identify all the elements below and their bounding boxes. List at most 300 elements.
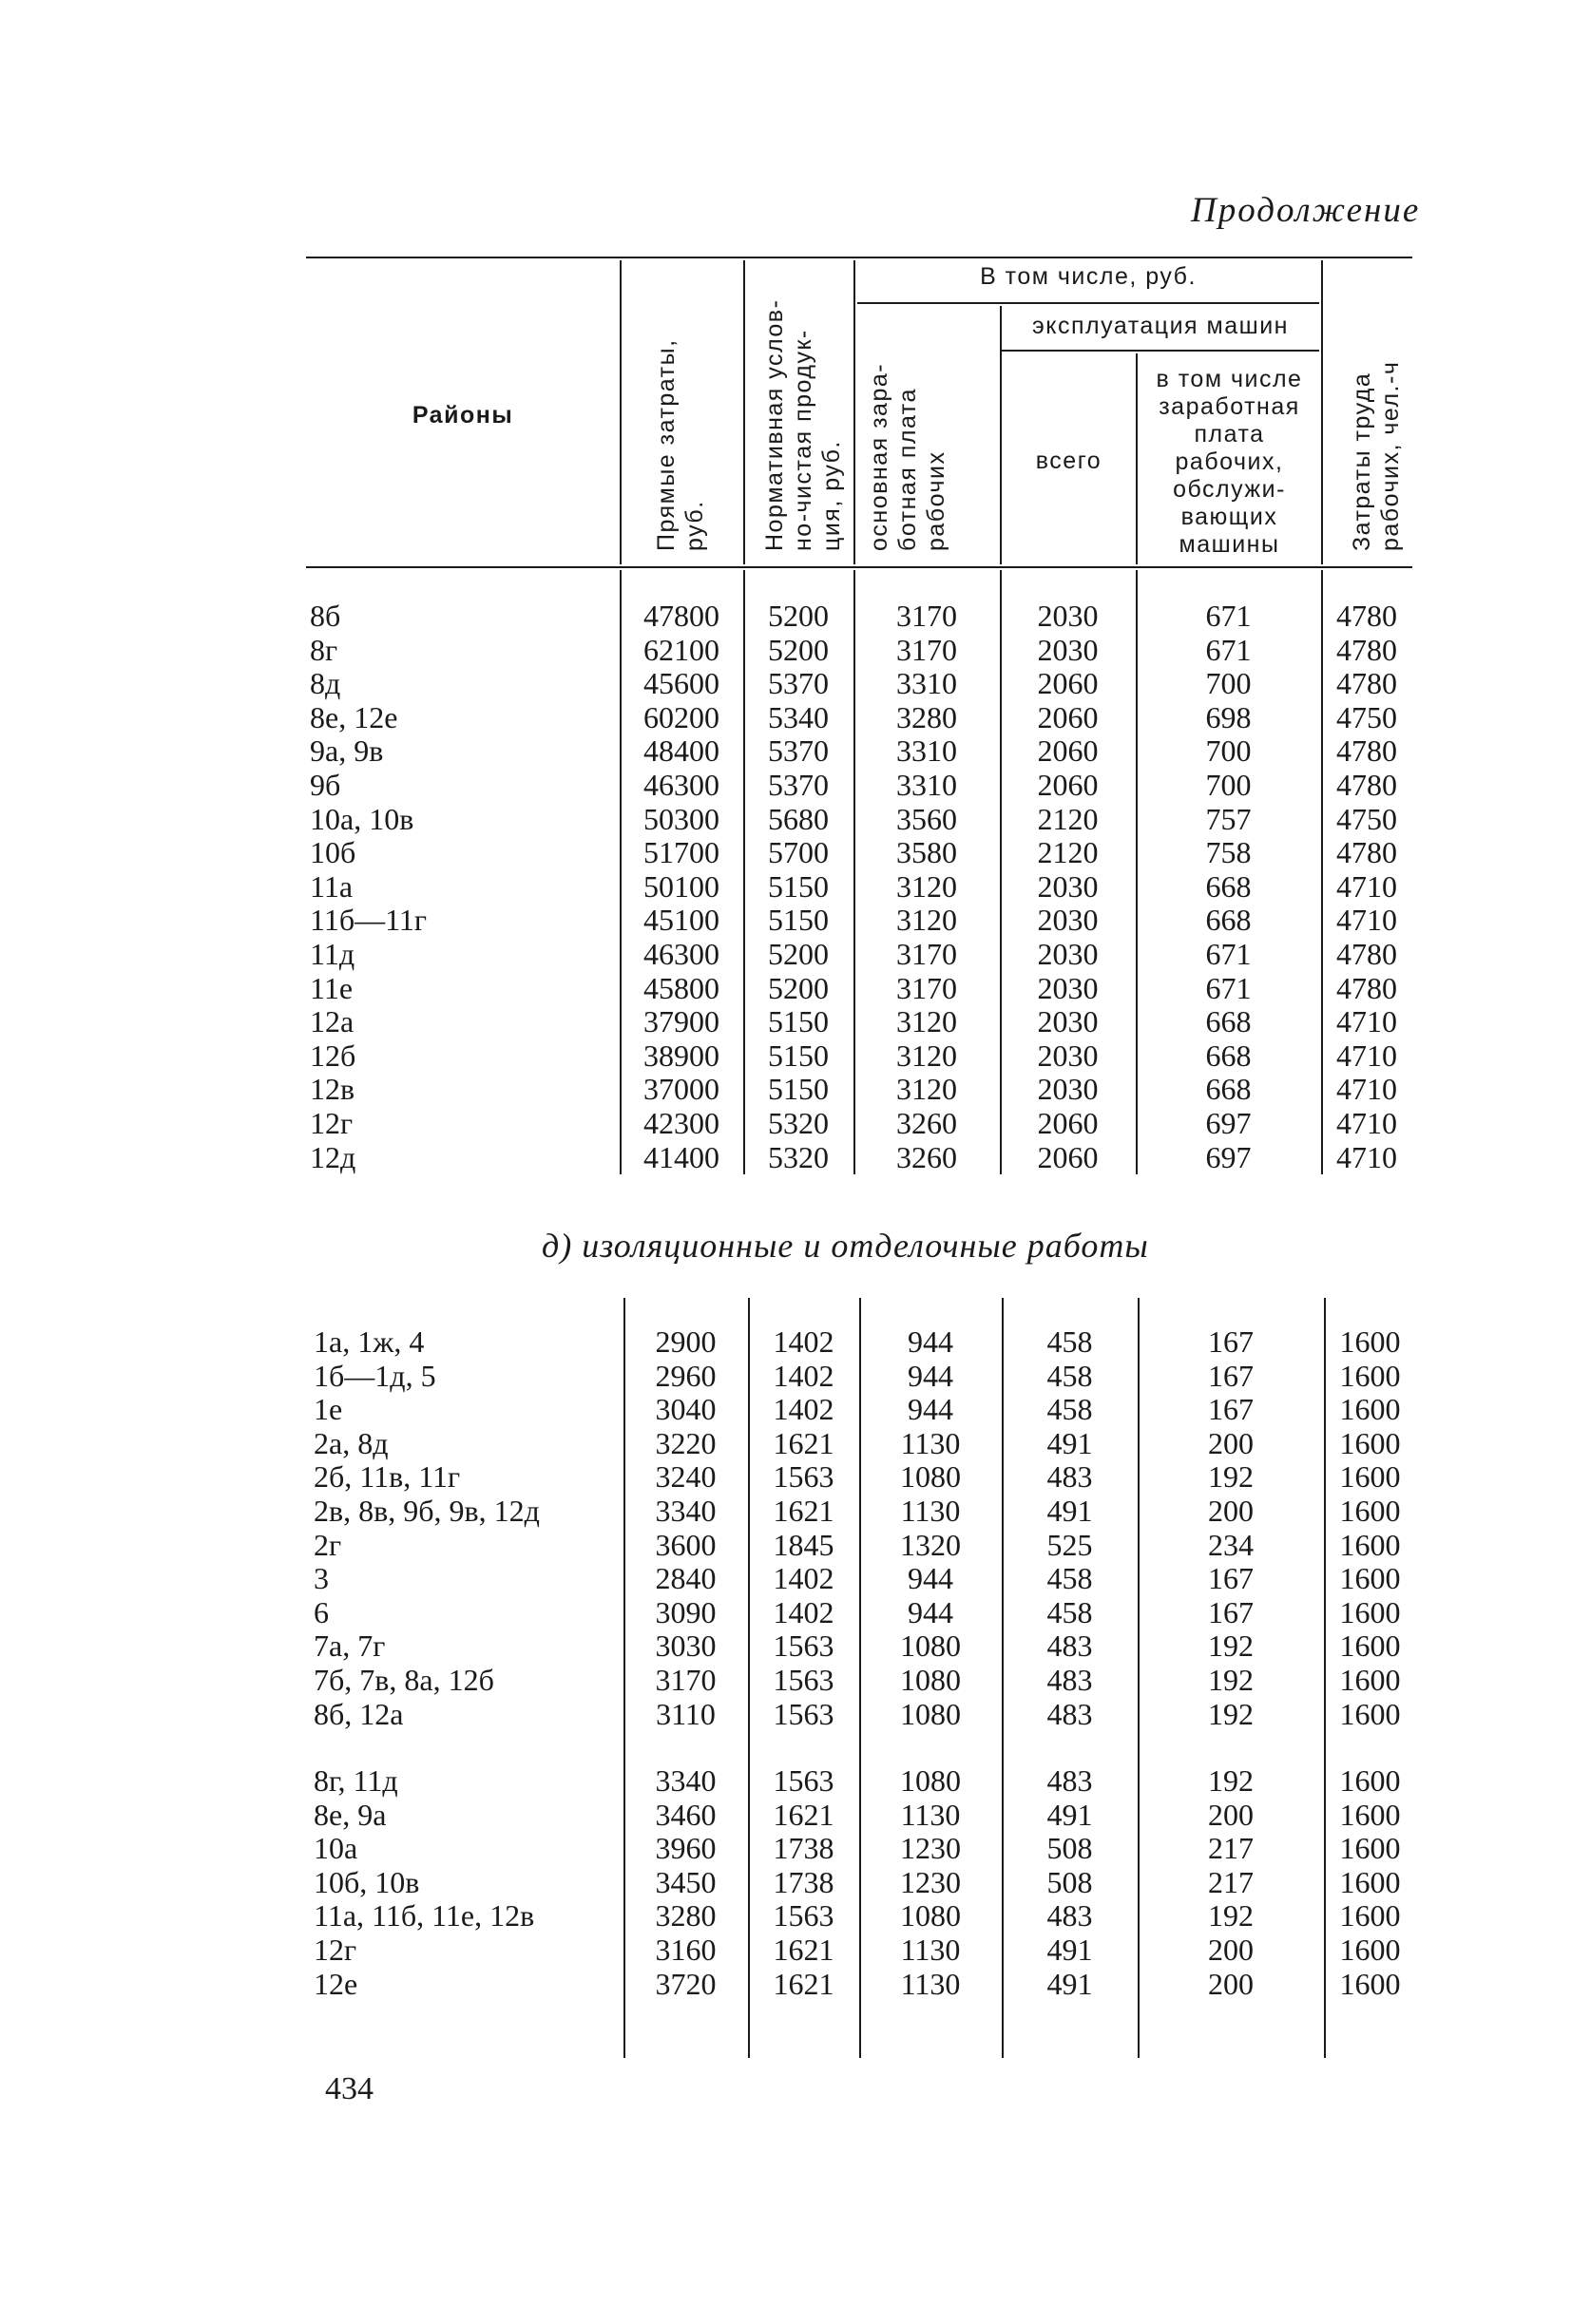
value-cell: 1600	[1339, 1358, 1401, 1393]
table-row	[310, 1107, 1412, 1141]
value-cell: 668	[1205, 1038, 1252, 1073]
region-cell: 12г	[310, 1105, 354, 1140]
value-cell: 2120	[1037, 801, 1099, 836]
value-cell: 697	[1205, 1139, 1252, 1174]
value-cell: 3260	[896, 1105, 957, 1140]
machine-operation-rule	[1000, 350, 1319, 352]
value-cell: 3260	[896, 1139, 957, 1174]
table-row	[314, 1899, 1416, 1933]
header-vline-4	[1000, 306, 1002, 564]
value-cell: 3580	[896, 835, 957, 870]
value-cell: 3040	[655, 1392, 717, 1427]
table-row	[310, 836, 1412, 870]
value-cell: 491	[1046, 1493, 1093, 1528]
header-machine-total: всего	[1035, 448, 1102, 474]
value-cell: 700	[1205, 733, 1252, 769]
table-row	[314, 1968, 1416, 2002]
value-cell: 46300	[643, 767, 719, 802]
value-cell: 200	[1208, 1493, 1254, 1528]
value-cell: 944	[908, 1594, 953, 1629]
region-cell: 1б—1д, 5	[314, 1358, 436, 1393]
value-cell: 944	[908, 1392, 953, 1427]
region-cell: 7б, 7в, 8а, 12б	[314, 1662, 494, 1697]
value-cell: 1402	[773, 1392, 834, 1427]
value-cell: 698	[1205, 699, 1252, 734]
page-number: 434	[325, 2071, 374, 2106]
table-row	[314, 1596, 1416, 1630]
value-cell: 48400	[643, 733, 719, 769]
value-cell: 42300	[643, 1105, 719, 1140]
header-vline-3	[853, 260, 855, 564]
table-row	[314, 1325, 1416, 1360]
value-cell: 4780	[1336, 936, 1397, 971]
value-cell: 1621	[773, 1493, 834, 1528]
header-vline-1	[620, 260, 622, 564]
value-cell: 3170	[896, 632, 957, 667]
table-row	[314, 1832, 1416, 1866]
value-cell: 3170	[896, 936, 957, 971]
value-cell: 3090	[655, 1594, 717, 1629]
value-cell: 508	[1046, 1831, 1093, 1866]
value-cell: 1621	[773, 1797, 834, 1832]
table-row	[310, 600, 1412, 634]
value-cell: 47800	[643, 599, 719, 633]
region-cell: 10а	[314, 1831, 358, 1866]
value-cell: 3120	[896, 903, 957, 938]
value-cell: 4750	[1336, 801, 1397, 836]
value-cell: 2030	[1037, 1004, 1099, 1039]
value-cell: 491	[1046, 1966, 1093, 2001]
value-cell: 1230	[900, 1831, 961, 1866]
value-cell: 51700	[643, 835, 719, 870]
value-cell: 200	[1208, 1425, 1254, 1460]
table-row	[310, 769, 1412, 803]
value-cell: 3170	[896, 970, 957, 1005]
value-cell: 1600	[1339, 1392, 1401, 1427]
value-cell: 2060	[1037, 699, 1099, 734]
value-cell: 1402	[773, 1561, 834, 1596]
value-cell: 483	[1046, 1696, 1093, 1731]
region-cell: 11д	[310, 936, 355, 971]
value-cell: 5200	[768, 970, 829, 1005]
value-cell: 1563	[773, 1459, 834, 1495]
value-cell: 1600	[1339, 1561, 1401, 1596]
region-cell: 8б	[310, 599, 341, 633]
value-cell: 668	[1205, 903, 1252, 938]
table-row	[314, 1933, 1416, 1968]
value-cell: 944	[908, 1561, 953, 1596]
value-cell: 1600	[1339, 1932, 1401, 1967]
table-row	[314, 1360, 1416, 1394]
value-cell: 4780	[1336, 970, 1397, 1005]
value-cell: 167	[1208, 1561, 1254, 1596]
value-cell: 668	[1205, 1072, 1252, 1107]
table-row	[314, 1460, 1416, 1495]
value-cell: 167	[1208, 1324, 1254, 1359]
value-cell: 200	[1208, 1966, 1254, 2001]
region-cell: 8е, 12е	[310, 699, 398, 734]
value-cell: 1130	[900, 1797, 961, 1832]
value-cell: 5150	[768, 1004, 829, 1039]
value-cell: 5200	[768, 936, 829, 971]
value-cell: 3170	[655, 1662, 717, 1697]
value-cell: 1563	[773, 1898, 834, 1933]
value-cell: 5320	[768, 1139, 829, 1174]
region-cell: 11е	[310, 970, 354, 1005]
value-cell: 1600	[1339, 1493, 1401, 1528]
value-cell: 192	[1208, 1898, 1254, 1933]
header-including: В том числе, руб.	[980, 263, 1197, 290]
region-cell: 11б—11г	[310, 903, 428, 938]
value-cell: 192	[1208, 1763, 1254, 1798]
value-cell: 200	[1208, 1932, 1254, 1967]
value-cell: 167	[1208, 1392, 1254, 1427]
value-cell: 5370	[768, 767, 829, 802]
value-cell: 2060	[1037, 767, 1099, 802]
value-cell: 2030	[1037, 970, 1099, 1005]
region-cell: 9а, 9в	[310, 733, 384, 769]
value-cell: 3160	[655, 1932, 717, 1967]
value-cell: 2030	[1037, 632, 1099, 667]
value-cell: 5200	[768, 632, 829, 667]
value-cell: 3280	[655, 1898, 717, 1933]
region-cell: 12г	[314, 1932, 357, 1967]
value-cell: 1563	[773, 1662, 834, 1697]
value-cell: 1130	[900, 1493, 961, 1528]
region-cell: 12б	[310, 1038, 356, 1073]
value-cell: 483	[1046, 1629, 1093, 1664]
value-cell: 5370	[768, 733, 829, 769]
value-cell: 3450	[655, 1864, 717, 1899]
continuation-label: Продолжение	[1191, 191, 1421, 230]
value-cell: 458	[1046, 1392, 1093, 1427]
value-cell: 4780	[1336, 666, 1397, 701]
value-cell: 3240	[655, 1459, 717, 1495]
value-cell: 491	[1046, 1425, 1093, 1460]
value-cell: 2120	[1037, 835, 1099, 870]
region-cell: 10а, 10в	[310, 801, 414, 836]
table-row	[310, 1005, 1412, 1039]
value-cell: 483	[1046, 1662, 1093, 1697]
value-cell: 192	[1208, 1459, 1254, 1495]
value-cell: 2030	[1037, 1038, 1099, 1073]
region-cell: 6	[314, 1594, 329, 1629]
value-cell: 1080	[900, 1696, 961, 1731]
table-row	[314, 1698, 1416, 1732]
value-cell: 1600	[1339, 1797, 1401, 1832]
value-cell: 4710	[1336, 903, 1397, 938]
value-cell: 1402	[773, 1358, 834, 1393]
value-cell: 1080	[900, 1662, 961, 1697]
value-cell: 3120	[896, 1038, 957, 1073]
table-row	[314, 1427, 1416, 1461]
data-table-lower-1	[314, 1325, 1416, 1731]
table-row	[310, 1141, 1412, 1175]
table-row	[310, 634, 1412, 668]
table-row	[314, 1495, 1416, 1529]
value-cell: 2060	[1037, 1139, 1099, 1174]
value-cell: 2030	[1037, 599, 1099, 633]
value-cell: 671	[1205, 970, 1252, 1005]
value-cell: 3120	[896, 1072, 957, 1107]
value-cell: 3310	[896, 767, 957, 802]
value-cell: 1738	[773, 1831, 834, 1866]
value-cell: 1845	[773, 1527, 834, 1562]
including-rule	[857, 302, 1319, 304]
value-cell: 1600	[1339, 1696, 1401, 1731]
value-cell: 217	[1208, 1831, 1254, 1866]
value-cell: 3120	[896, 1004, 957, 1039]
table-row	[310, 1073, 1412, 1107]
value-cell: 483	[1046, 1898, 1093, 1933]
value-cell: 4710	[1336, 868, 1397, 904]
value-cell: 1230	[900, 1864, 961, 1899]
value-cell: 4710	[1336, 1004, 1397, 1039]
region-cell: 2в, 8в, 9б, 9в, 12д	[314, 1493, 540, 1528]
header-direct-costs: Прямые затраты, руб.	[653, 338, 708, 551]
value-cell: 1600	[1339, 1459, 1401, 1495]
value-cell: 217	[1208, 1864, 1254, 1899]
value-cell: 3310	[896, 733, 957, 769]
header-normative-product: Нормативная услов- но-чистая продук- ция, руб.	[761, 298, 845, 551]
region-cell: 12а	[310, 1004, 355, 1039]
value-cell: 483	[1046, 1763, 1093, 1798]
header-labor: Затраты труда рабочих, чел.-ч	[1349, 360, 1404, 551]
table-row	[310, 667, 1412, 701]
value-cell: 4780	[1336, 767, 1397, 802]
table-row	[310, 904, 1412, 938]
header-vline-2	[743, 260, 745, 564]
region-cell: 11а	[310, 868, 354, 904]
header-top-rule	[306, 257, 1412, 258]
table-row	[310, 972, 1412, 1006]
value-cell: 4780	[1336, 599, 1397, 633]
region-cell: 11а, 11б, 11е, 12в	[314, 1898, 535, 1933]
value-cell: 3310	[896, 666, 957, 701]
table-row	[314, 1562, 1416, 1596]
value-cell: 1130	[900, 1932, 961, 1967]
value-cell: 3120	[896, 868, 957, 904]
table-row	[310, 701, 1412, 735]
region-cell: 8д	[310, 666, 341, 701]
value-cell: 1080	[900, 1763, 961, 1798]
value-cell: 458	[1046, 1358, 1093, 1393]
region-cell: 2б, 11в, 11г	[314, 1459, 461, 1495]
value-cell: 1402	[773, 1324, 834, 1359]
value-cell: 1402	[773, 1594, 834, 1629]
table-row	[310, 803, 1412, 837]
value-cell: 5150	[768, 868, 829, 904]
value-cell: 1600	[1339, 1763, 1401, 1798]
value-cell: 45100	[643, 903, 719, 938]
value-cell: 697	[1205, 1105, 1252, 1140]
value-cell: 944	[908, 1358, 953, 1393]
value-cell: 3110	[656, 1696, 716, 1731]
value-cell: 60200	[643, 699, 719, 734]
value-cell: 5150	[768, 1038, 829, 1073]
value-cell: 192	[1208, 1662, 1254, 1697]
value-cell: 4750	[1336, 699, 1397, 734]
value-cell: 45800	[643, 970, 719, 1005]
region-cell: 10б, 10в	[314, 1864, 420, 1899]
value-cell: 2960	[655, 1358, 717, 1393]
value-cell: 1600	[1339, 1425, 1401, 1460]
data-table-lower-2	[314, 1764, 1416, 2001]
value-cell: 491	[1046, 1797, 1093, 1832]
region-cell: 8е, 9а	[314, 1797, 387, 1832]
value-cell: 46300	[643, 936, 719, 971]
region-cell: 1а, 1ж, 4	[314, 1324, 425, 1359]
value-cell: 5340	[768, 699, 829, 734]
value-cell: 1621	[773, 1425, 834, 1460]
region-cell: 7а, 7г	[314, 1629, 386, 1664]
value-cell: 45600	[643, 666, 719, 701]
value-cell: 700	[1205, 666, 1252, 701]
value-cell: 668	[1205, 1004, 1252, 1039]
data-table-upper	[310, 600, 1412, 1174]
region-cell: 2а, 8д	[314, 1425, 389, 1460]
value-cell: 2060	[1037, 666, 1099, 701]
value-cell: 4780	[1336, 835, 1397, 870]
value-cell: 700	[1205, 767, 1252, 802]
header-regions: Районы	[412, 402, 514, 429]
value-cell: 1600	[1339, 1629, 1401, 1664]
table-row	[310, 938, 1412, 972]
value-cell: 525	[1046, 1527, 1093, 1562]
value-cell: 1600	[1339, 1527, 1401, 1562]
value-cell: 2840	[655, 1561, 717, 1596]
table-row	[314, 1629, 1416, 1664]
section-title: д) изоляционные и отделочные работы	[542, 1227, 1149, 1265]
region-cell: 8г	[310, 632, 338, 667]
region-cell: 3	[314, 1561, 329, 1596]
value-cell: 4780	[1336, 733, 1397, 769]
value-cell: 3960	[655, 1831, 717, 1866]
value-cell: 1130	[900, 1425, 961, 1460]
value-cell: 3560	[896, 801, 957, 836]
table-row	[314, 1799, 1416, 1833]
value-cell: 3340	[655, 1763, 717, 1798]
value-cell: 1080	[900, 1898, 961, 1933]
value-cell: 3030	[655, 1629, 717, 1664]
table-row	[314, 1529, 1416, 1563]
value-cell: 2030	[1037, 868, 1099, 904]
table-row	[314, 1393, 1416, 1427]
value-cell: 4710	[1336, 1072, 1397, 1107]
value-cell: 1600	[1339, 1324, 1401, 1359]
value-cell: 167	[1208, 1358, 1254, 1393]
region-cell: 10б	[310, 835, 356, 870]
value-cell: 5370	[768, 666, 829, 701]
value-cell: 671	[1205, 599, 1252, 633]
value-cell: 4710	[1336, 1105, 1397, 1140]
value-cell: 5700	[768, 835, 829, 870]
value-cell: 5150	[768, 1072, 829, 1107]
value-cell: 3280	[896, 699, 957, 734]
value-cell: 1738	[773, 1864, 834, 1899]
value-cell: 458	[1046, 1324, 1093, 1359]
region-cell: 12д	[310, 1139, 356, 1174]
value-cell: 2030	[1037, 936, 1099, 971]
header-base-wage: основная зара- ботная плата рабочих	[866, 362, 949, 551]
value-cell: 2060	[1037, 733, 1099, 769]
value-cell: 4710	[1336, 1038, 1397, 1073]
table-row	[314, 1764, 1416, 1799]
value-cell: 167	[1208, 1594, 1254, 1629]
value-cell: 192	[1208, 1629, 1254, 1664]
value-cell: 758	[1205, 835, 1252, 870]
value-cell: 3460	[655, 1797, 717, 1832]
value-cell: 458	[1046, 1561, 1093, 1596]
value-cell: 1600	[1339, 1898, 1401, 1933]
table-row	[314, 1664, 1416, 1698]
value-cell: 1563	[773, 1763, 834, 1798]
value-cell: 1080	[900, 1629, 961, 1664]
value-cell: 3170	[896, 599, 957, 633]
value-cell: 3220	[655, 1425, 717, 1460]
value-cell: 1621	[773, 1932, 834, 1967]
region-cell: 8б, 12а	[314, 1696, 404, 1731]
value-cell: 4710	[1336, 1139, 1397, 1174]
value-cell: 5320	[768, 1105, 829, 1140]
value-cell: 3340	[655, 1493, 717, 1528]
value-cell: 1130	[900, 1966, 961, 2001]
value-cell: 1563	[773, 1696, 834, 1731]
value-cell: 5200	[768, 599, 829, 633]
value-cell: 200	[1208, 1797, 1254, 1832]
region-cell: 8г, 11д	[314, 1763, 398, 1798]
region-cell: 2г	[314, 1527, 342, 1562]
value-cell: 3720	[655, 1966, 717, 2001]
value-cell: 1563	[773, 1629, 834, 1664]
header-machine-operation: эксплуатация машин	[1032, 313, 1289, 339]
value-cell: 1320	[900, 1527, 961, 1562]
table-row	[310, 870, 1412, 905]
value-cell: 458	[1046, 1594, 1093, 1629]
value-cell: 4780	[1336, 632, 1397, 667]
value-cell: 671	[1205, 632, 1252, 667]
value-cell: 38900	[643, 1038, 719, 1073]
value-cell: 37000	[643, 1072, 719, 1107]
region-cell: 12в	[310, 1072, 355, 1107]
value-cell: 5680	[768, 801, 829, 836]
value-cell: 1600	[1339, 1966, 1401, 2001]
table-row	[314, 1866, 1416, 1900]
value-cell: 50100	[643, 868, 719, 904]
value-cell: 37900	[643, 1004, 719, 1039]
header-machine-wage: в том числе заработная плата рабочих, обслужи- вающих машины	[1156, 366, 1303, 558]
value-cell: 2900	[655, 1324, 717, 1359]
value-cell: 671	[1205, 936, 1252, 971]
value-cell: 234	[1208, 1527, 1254, 1562]
value-cell: 1600	[1339, 1662, 1401, 1697]
value-cell: 50300	[643, 801, 719, 836]
table-row	[310, 1039, 1412, 1074]
value-cell: 62100	[643, 632, 719, 667]
value-cell: 192	[1208, 1696, 1254, 1731]
value-cell: 5150	[768, 903, 829, 938]
value-cell: 2030	[1037, 903, 1099, 938]
region-cell: 12е	[314, 1966, 358, 2001]
region-cell: 9б	[310, 767, 341, 802]
value-cell: 1621	[773, 1966, 834, 2001]
table-row	[310, 734, 1412, 769]
value-cell: 1080	[900, 1459, 961, 1495]
value-cell: 1600	[1339, 1831, 1401, 1866]
value-cell: 2030	[1037, 1072, 1099, 1107]
header-vline-6	[1321, 260, 1323, 564]
value-cell: 491	[1046, 1932, 1093, 1967]
